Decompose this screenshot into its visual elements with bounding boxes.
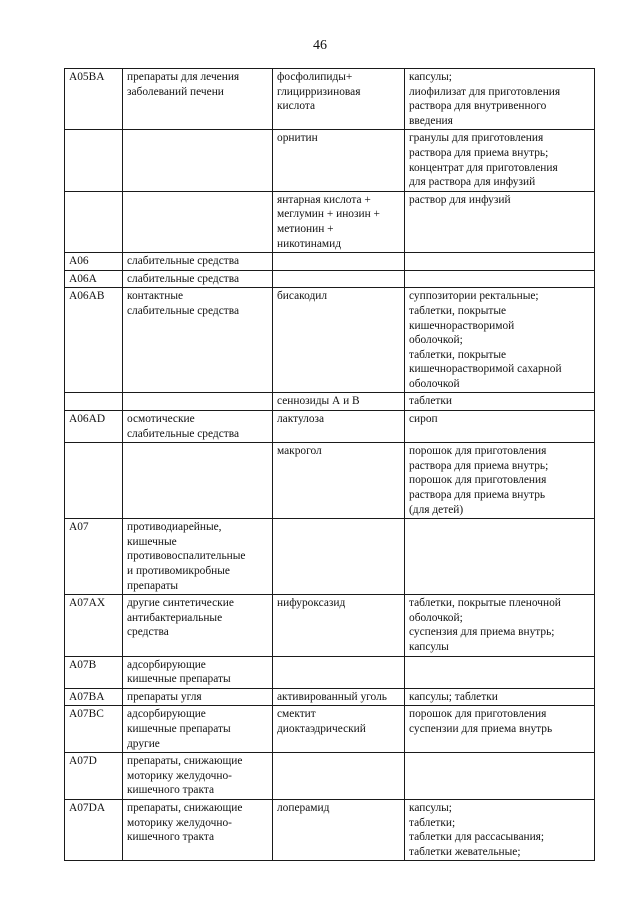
table-row <box>65 656 595 688</box>
dosage-form-cell: сироп <box>405 411 595 443</box>
pharmacological-group-cell: препараты для лечения заболеваний печени <box>123 69 273 130</box>
active-substance-cell: активированный уголь <box>273 688 405 706</box>
dosage-form-cell <box>405 270 595 288</box>
active-substance-cell: макрогол <box>273 443 405 519</box>
pharmacological-group-cell: другие синтетические антибактериальные средства <box>123 595 273 656</box>
active-substance-cell: орнитин <box>273 130 405 191</box>
dosage-form-cell <box>405 519 595 595</box>
atc-code-cell: A07B <box>65 656 123 688</box>
pharmacological-group-cell: препараты угля <box>123 688 273 706</box>
dosage-form-cell <box>405 753 595 800</box>
active-substance-cell: лактулоза <box>273 411 405 443</box>
dosage-form-cell <box>405 253 595 271</box>
table-row <box>65 270 595 288</box>
dosage-form-cell: капсулы; таблетки <box>405 688 595 706</box>
drug-table-body <box>65 69 595 861</box>
atc-code-cell <box>65 130 123 191</box>
atc-code-cell: A06AB <box>65 288 123 393</box>
atc-code-cell: A07 <box>65 519 123 595</box>
table-row <box>65 393 595 411</box>
table-row <box>65 443 595 519</box>
pharmacological-group-cell: препараты, снижающие моторику желудочно- кишечного тракта <box>123 799 273 860</box>
pharmacological-group-cell <box>123 130 273 191</box>
active-substance-cell: смектит диоктаэдрический <box>273 706 405 753</box>
dosage-form-cell: таблетки, покрытые пленочной оболочкой; суспензия для приема внутрь; капсулы <box>405 595 595 656</box>
table-row <box>65 799 595 860</box>
atc-code-cell: A06AD <box>65 411 123 443</box>
atc-code-cell: A05BA <box>65 69 123 130</box>
dosage-form-cell: таблетки <box>405 393 595 411</box>
atc-code-cell: A06A <box>65 270 123 288</box>
page-number: 46 <box>313 38 327 53</box>
pharmacological-group-cell <box>123 191 273 252</box>
table-row <box>65 688 595 706</box>
drug-table <box>64 68 595 861</box>
active-substance-cell <box>273 753 405 800</box>
atc-code-cell: A07AX <box>65 595 123 656</box>
active-substance-cell: фосфолипиды+ глицирризиновая кислота <box>273 69 405 130</box>
active-substance-cell: янтарная кислота + меглумин + инозин + метионин + никотинамид <box>273 191 405 252</box>
dosage-form-cell: капсулы; лиофилизат для приготовления раствора для внутривенного введения <box>405 69 595 130</box>
pharmacological-group-cell: слабительные средства <box>123 270 273 288</box>
dosage-form-cell: порошок для приготовления раствора для приема внутрь; порошок для приготовления раствора для приема внутрь (для детей) <box>405 443 595 519</box>
pharmacological-group-cell: адсорбирующие кишечные препараты другие <box>123 706 273 753</box>
dosage-form-cell: раствор для инфузий <box>405 191 595 252</box>
table-row <box>65 69 595 130</box>
pharmacological-group-cell: адсорбирующие кишечные препараты <box>123 656 273 688</box>
pharmacological-group-cell: препараты, снижающие моторику желудочно- кишечного тракта <box>123 753 273 800</box>
active-substance-cell <box>273 270 405 288</box>
dosage-form-cell: порошок для приготовления суспензии для приема внутрь <box>405 706 595 753</box>
table-row <box>65 130 595 191</box>
active-substance-cell <box>273 519 405 595</box>
pharmacological-group-cell <box>123 443 273 519</box>
atc-code-cell: A07D <box>65 753 123 800</box>
atc-code-cell: A07DA <box>65 799 123 860</box>
table-row <box>65 191 595 252</box>
pharmacological-group-cell: противодиарейные, кишечные противовоспалительные и противомикробные препараты <box>123 519 273 595</box>
table-row <box>65 519 595 595</box>
pharmacological-group-cell: осмотические слабительные средства <box>123 411 273 443</box>
active-substance-cell: нифуроксазид <box>273 595 405 656</box>
atc-code-cell: A07BA <box>65 688 123 706</box>
table-row <box>65 753 595 800</box>
table-row <box>65 595 595 656</box>
atc-code-cell: A07BC <box>65 706 123 753</box>
active-substance-cell: бисакодил <box>273 288 405 393</box>
pharmacological-group-cell: слабительные средства <box>123 253 273 271</box>
atc-code-cell: A06 <box>65 253 123 271</box>
dosage-form-cell: гранулы для приготовления раствора для приема внутрь; концентрат для приготовления для раствора для инфузий <box>405 130 595 191</box>
atc-code-cell <box>65 393 123 411</box>
atc-code-cell <box>65 443 123 519</box>
dosage-form-cell: суппозитории ректальные; таблетки, покрытые кишечнорастворимой оболочкой; таблетки, покрытые кишечнорастворимой сахарной оболочкой <box>405 288 595 393</box>
pharmacological-group-cell: контактные слабительные средства <box>123 288 273 393</box>
table-row <box>65 253 595 271</box>
atc-code-cell <box>65 191 123 252</box>
active-substance-cell <box>273 253 405 271</box>
table-row <box>65 411 595 443</box>
pharmacological-group-cell <box>123 393 273 411</box>
table-row <box>65 706 595 753</box>
table-row <box>65 288 595 393</box>
active-substance-cell: сеннозиды А и В <box>273 393 405 411</box>
dosage-form-cell: капсулы; таблетки; таблетки для рассасывания; таблетки жевательные; <box>405 799 595 860</box>
active-substance-cell: лоперамид <box>273 799 405 860</box>
dosage-form-cell <box>405 656 595 688</box>
active-substance-cell <box>273 656 405 688</box>
